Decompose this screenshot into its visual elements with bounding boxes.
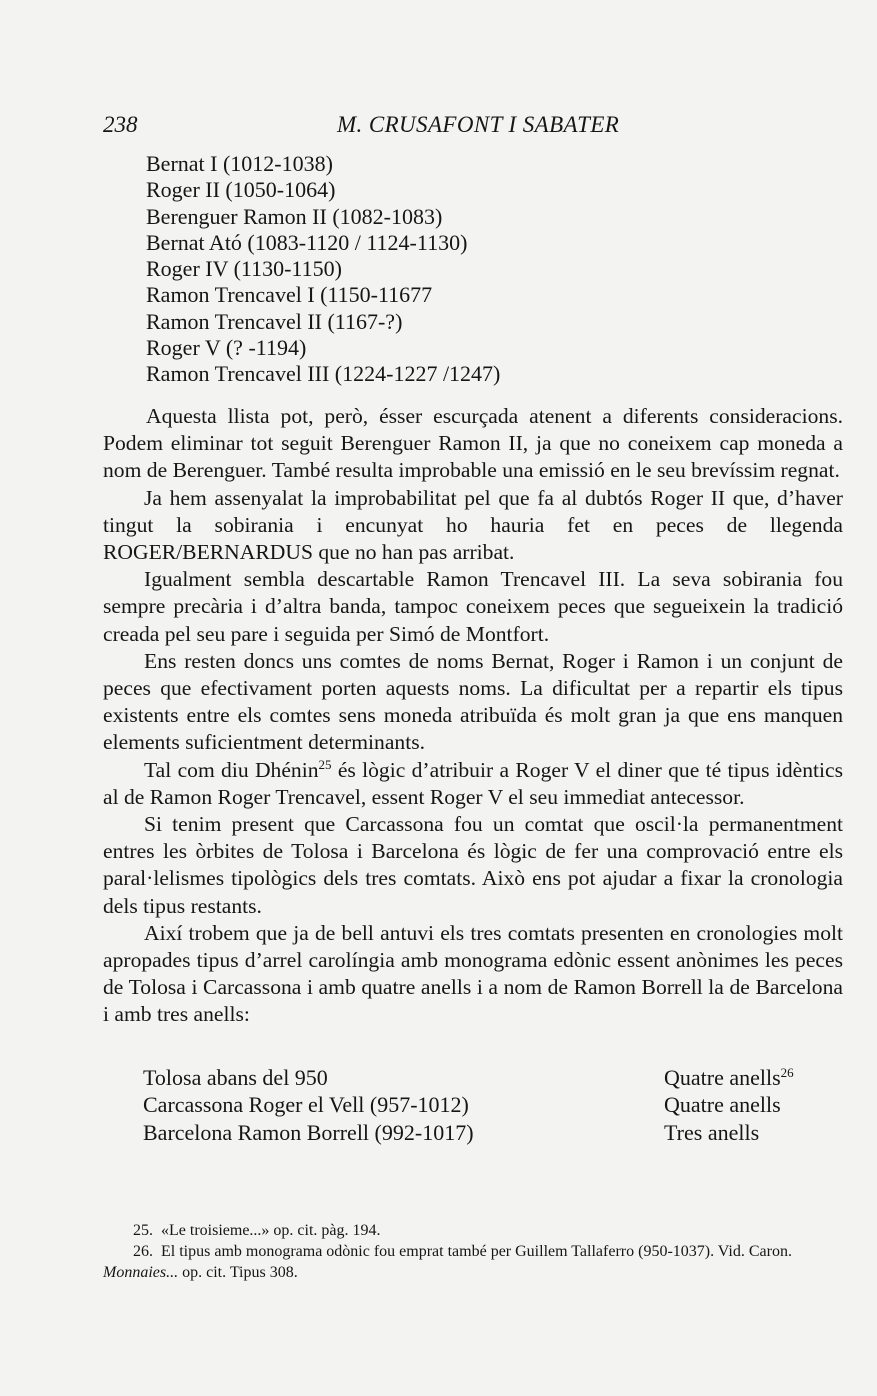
rulers-list [146, 151, 746, 388]
footnote-25: 25. «Le troisieme...» op. cit. pàg. 194. [133, 1222, 381, 1239]
footnote-26: 26. El tipus amb monograma odònic fou emprat també per Guillem Tallaferro (950-1037). Vid. Caron. Monnaies... op. cit. Tipus 308. [103, 1243, 792, 1281]
paragraph-text: Tal com diu Dhénin [144, 757, 319, 782]
paragraph: Si tenim present que Carcassona fou un comtat que oscil·la permanentment entres les òrbites de Tolosa i Barcelona és lògic de fer una comprovació entre els paral·lelismes tipològics dels tres comtats. Això ens pot ajudar a fixar la cronologia dels tipus restants. [103, 812, 843, 918]
comparison-table [143, 1064, 843, 1146]
running-head-author: M. CRUSAFONT I SABATER [337, 112, 620, 137]
table-row [143, 1091, 843, 1118]
table-cell-value: Quatre anells [664, 1092, 781, 1118]
table-row [143, 1119, 843, 1146]
paragraph: Així trobem que ja de bell antuvi els tres comtats presenten en cronologies molt apropades tipus d’arrel carolíngia amb monograma edònic essent anònimes les peces de Tolosa i Carcassona i amb quatre anells i a nom de Ramon Borrell la de Barcelona i amb tres anells: [103, 920, 843, 1027]
paragraph-dhenin [103, 757, 843, 811]
paragraph: Igualment sembla descartable Ramon Trencavel III. La seva sobirania fou sempre precària i d’altra banda, tampoc coneixem peces que segueixein la tradició creada pel seu pare i seguida per Simó de Montfort. [103, 567, 843, 646]
ruler-entry: Roger II (1050-1064) [146, 177, 336, 203]
table-row [143, 1064, 843, 1091]
running-header [103, 112, 843, 146]
ruler-entry: Ramon Trencavel III (1224-1227 /1247) [146, 361, 501, 387]
table-cell-label: Carcassona Roger el Vell (957-1012) [143, 1092, 469, 1118]
footnote-ref: 25 [318, 756, 332, 772]
ruler-entry: Berenguer Ramon II (1082-1083) [146, 203, 443, 229]
footnotes [103, 1220, 843, 1283]
paragraph: Ens resten doncs uns comtes de noms Bernat, Roger i Ramon i un conjunt de peces que efectivament porten aquests noms. La dificultat per a repartir els tipus existents entre els comtes sens moneda atribuïda és molt gran ja que ens manquen elements suficientment determinants. [103, 648, 843, 755]
ruler-entry: Roger IV (1130-1150) [146, 256, 342, 282]
paragraph-text: és lògic d’atribuir a Roger V el diner que té tipus idèntics al de Ramon Roger Trencavel, essent Roger V el seu immediat antecessor. [103, 757, 843, 809]
paragraph: Ja hem assenyalat la improbabilitat pel que fa al dubtós Roger II que, d’haver tingut la sobirania i encunyat ho hauria fet en peces de llegenda ROGER/BERNARDUS que no han pas arribat. [103, 485, 843, 565]
table-cell-value: Quatre anells$^{26}$ [664, 1065, 794, 1090]
body-text [103, 403, 843, 1029]
ruler-entry: Roger V (? -1194) [146, 335, 307, 361]
ruler-entry: Bernat Ató (1083-1120 / 1124-1130) [146, 229, 468, 255]
table-cell-label: Barcelona Ramon Borrell (992-1017) [143, 1119, 474, 1145]
page-number: 238 [103, 112, 138, 137]
ruler-entry: Ramon Trencavel II (1167-?) [146, 308, 403, 334]
table-cell-label: Tolosa abans del 950 [143, 1065, 328, 1090]
table-cell-value: Tres anells [664, 1119, 760, 1145]
ruler-entry: Bernat I (1012-1038) [146, 151, 333, 176]
ruler-entry: Ramon Trencavel I (1150-11677 [146, 282, 433, 308]
footnote-ref: 26 [780, 1065, 794, 1080]
paragraph: Aquesta llista pot, però, ésser escurçada atenent a diferents consideracions. Podem eliminar tot seguit Berenguer Ramon II, ja que no coneixem cap moneda a nom de Berenguer. També resulta improbable una emissió en le seu brevíssim regnat. [103, 404, 843, 483]
